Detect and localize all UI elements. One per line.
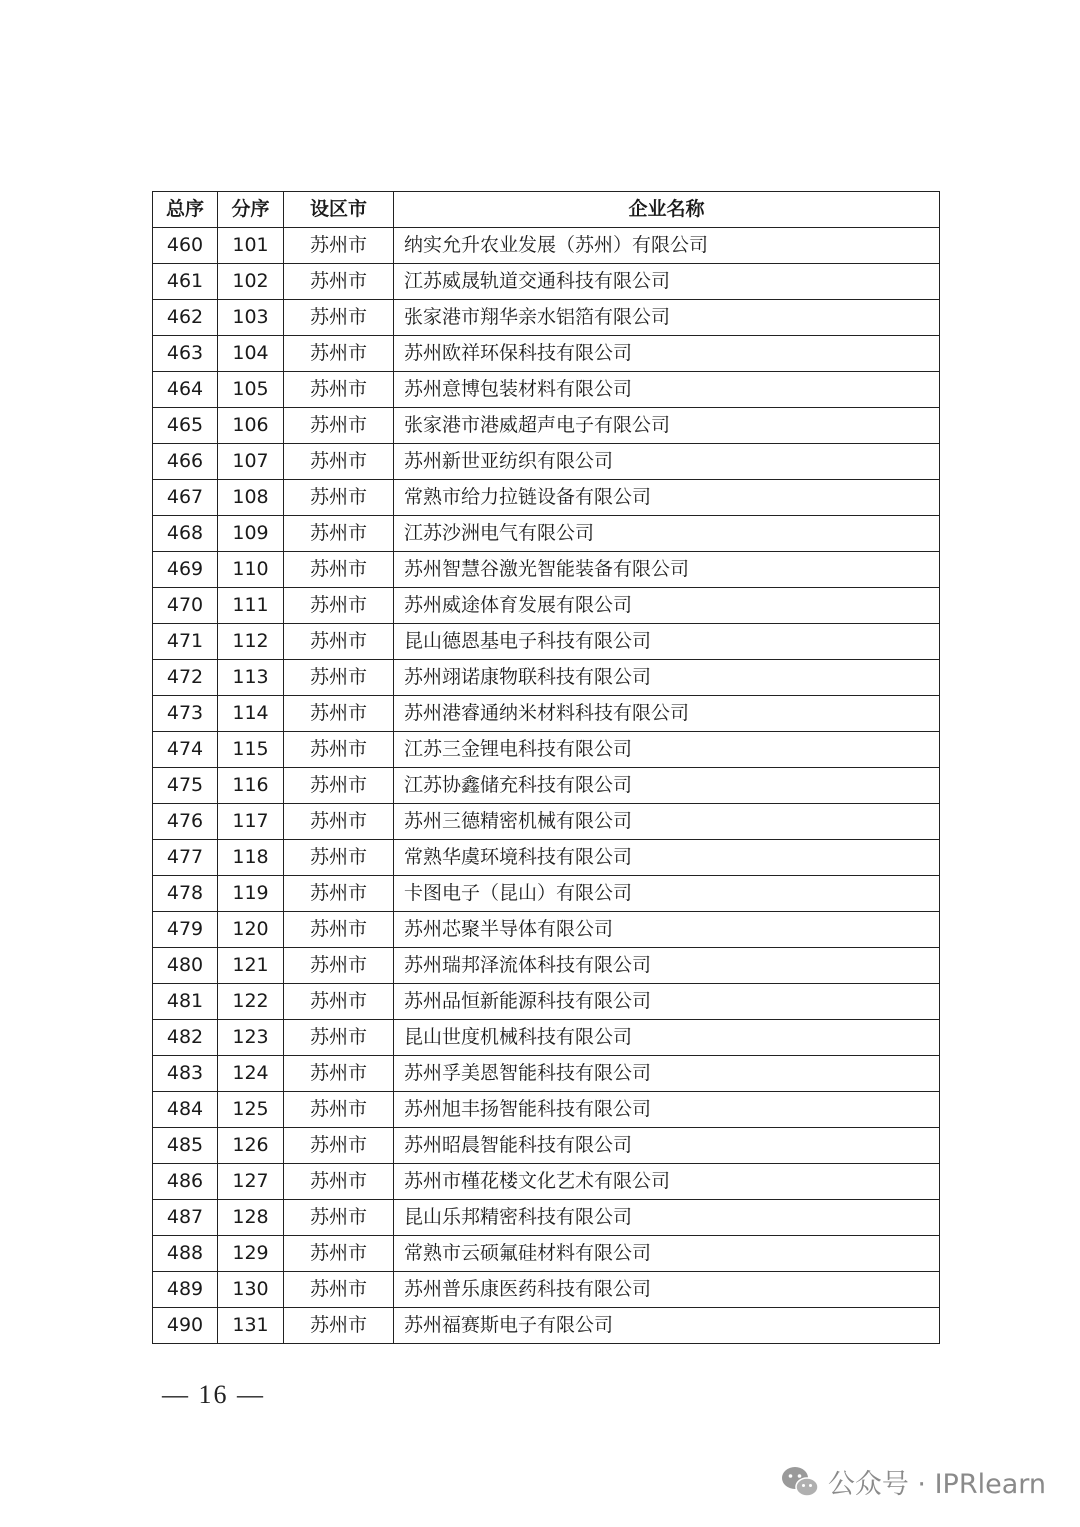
cell-sub-index: 108 xyxy=(218,480,284,516)
cell-company-name: 常熟市云硕氟硅材料有限公司 xyxy=(394,1236,940,1272)
cell-total-index: 488 xyxy=(153,1236,218,1272)
table-row xyxy=(153,516,940,552)
table-row xyxy=(153,876,940,912)
cell-sub-index: 114 xyxy=(218,696,284,732)
cell-company-name: 苏州普乐康医药科技有限公司 xyxy=(394,1272,940,1308)
table-row xyxy=(153,228,940,264)
cell-city: 苏州市 xyxy=(284,840,394,876)
cell-city: 苏州市 xyxy=(284,516,394,552)
cell-city: 苏州市 xyxy=(284,696,394,732)
table-row xyxy=(153,444,940,480)
table-row xyxy=(153,1308,940,1344)
cell-sub-index: 116 xyxy=(218,768,284,804)
cell-total-index: 477 xyxy=(153,840,218,876)
cell-sub-index: 119 xyxy=(218,876,284,912)
cell-total-index: 471 xyxy=(153,624,218,660)
cell-company-name: 苏州欧祥环保科技有限公司 xyxy=(394,336,940,372)
cell-sub-index: 125 xyxy=(218,1092,284,1128)
cell-sub-index: 111 xyxy=(218,588,284,624)
table-row xyxy=(153,1056,940,1092)
cell-total-index: 464 xyxy=(153,372,218,408)
cell-city: 苏州市 xyxy=(284,984,394,1020)
cell-sub-index: 130 xyxy=(218,1272,284,1308)
cell-sub-index: 120 xyxy=(218,912,284,948)
cell-sub-index: 124 xyxy=(218,1056,284,1092)
table-row xyxy=(153,984,940,1020)
cell-company-name: 苏州市槿花楼文化艺术有限公司 xyxy=(394,1164,940,1200)
cell-sub-index: 128 xyxy=(218,1200,284,1236)
cell-total-index: 467 xyxy=(153,480,218,516)
cell-total-index: 482 xyxy=(153,1020,218,1056)
cell-total-index: 460 xyxy=(153,228,218,264)
table-row xyxy=(153,264,940,300)
cell-total-index: 487 xyxy=(153,1200,218,1236)
cell-city: 苏州市 xyxy=(284,1128,394,1164)
cell-company-name: 张家港市港威超声电子有限公司 xyxy=(394,408,940,444)
cell-total-index: 476 xyxy=(153,804,218,840)
cell-sub-index: 122 xyxy=(218,984,284,1020)
cell-sub-index: 131 xyxy=(218,1308,284,1344)
table-row xyxy=(153,336,940,372)
cell-city: 苏州市 xyxy=(284,1200,394,1236)
cell-total-index: 473 xyxy=(153,696,218,732)
cell-sub-index: 129 xyxy=(218,1236,284,1272)
cell-city: 苏州市 xyxy=(284,408,394,444)
cell-city: 苏州市 xyxy=(284,264,394,300)
cell-company-name: 苏州芯聚半导体有限公司 xyxy=(394,912,940,948)
cell-company-name: 昆山乐邦精密科技有限公司 xyxy=(394,1200,940,1236)
cell-total-index: 480 xyxy=(153,948,218,984)
cell-city: 苏州市 xyxy=(284,552,394,588)
table-row xyxy=(153,1164,940,1200)
cell-sub-index: 109 xyxy=(218,516,284,552)
cell-company-name: 张家港市翔华亲水铝箔有限公司 xyxy=(394,300,940,336)
page-number: — 16 — xyxy=(162,1380,265,1409)
cell-sub-index: 126 xyxy=(218,1128,284,1164)
table-row xyxy=(153,1272,940,1308)
header-company-name: 企业名称 xyxy=(394,192,940,228)
cell-company-name: 苏州威途体育发展有限公司 xyxy=(394,588,940,624)
cell-company-name: 江苏沙洲电气有限公司 xyxy=(394,516,940,552)
cell-total-index: 478 xyxy=(153,876,218,912)
cell-sub-index: 103 xyxy=(218,300,284,336)
cell-sub-index: 101 xyxy=(218,228,284,264)
table-body xyxy=(153,228,940,1344)
cell-total-index: 469 xyxy=(153,552,218,588)
cell-city: 苏州市 xyxy=(284,1164,394,1200)
cell-company-name: 昆山世度机械科技有限公司 xyxy=(394,1020,940,1056)
table-row xyxy=(153,480,940,516)
cell-city: 苏州市 xyxy=(284,372,394,408)
cell-company-name: 苏州福赛斯电子有限公司 xyxy=(394,1308,940,1344)
cell-total-index: 474 xyxy=(153,732,218,768)
header-sub-index: 分序 xyxy=(218,192,284,228)
cell-company-name: 苏州品恒新能源科技有限公司 xyxy=(394,984,940,1020)
cell-total-index: 490 xyxy=(153,1308,218,1344)
cell-company-name: 苏州旭丰扬智能科技有限公司 xyxy=(394,1092,940,1128)
cell-company-name: 江苏协鑫储充科技有限公司 xyxy=(394,768,940,804)
cell-city: 苏州市 xyxy=(284,300,394,336)
cell-city: 苏州市 xyxy=(284,480,394,516)
cell-sub-index: 123 xyxy=(218,1020,284,1056)
cell-sub-index: 106 xyxy=(218,408,284,444)
table-row xyxy=(153,768,940,804)
table-row xyxy=(153,552,940,588)
table-row xyxy=(153,1200,940,1236)
table-row xyxy=(153,696,940,732)
table-header-row xyxy=(153,192,940,228)
cell-sub-index: 121 xyxy=(218,948,284,984)
table-row xyxy=(153,1236,940,1272)
header-city: 设区市 xyxy=(284,192,394,228)
cell-company-name: 苏州昭晨智能科技有限公司 xyxy=(394,1128,940,1164)
cell-total-index: 468 xyxy=(153,516,218,552)
cell-city: 苏州市 xyxy=(284,768,394,804)
cell-total-index: 489 xyxy=(153,1272,218,1308)
cell-total-index: 465 xyxy=(153,408,218,444)
cell-total-index: 475 xyxy=(153,768,218,804)
company-list xyxy=(152,191,939,1344)
cell-sub-index: 112 xyxy=(218,624,284,660)
cell-total-index: 484 xyxy=(153,1092,218,1128)
cell-sub-index: 127 xyxy=(218,1164,284,1200)
cell-city: 苏州市 xyxy=(284,1272,394,1308)
cell-city: 苏州市 xyxy=(284,804,394,840)
cell-total-index: 481 xyxy=(153,984,218,1020)
table-row xyxy=(153,804,940,840)
cell-company-name: 苏州三德精密机械有限公司 xyxy=(394,804,940,840)
cell-company-name: 苏州孚美恩智能科技有限公司 xyxy=(394,1056,940,1092)
table-row xyxy=(153,660,940,696)
cell-city: 苏州市 xyxy=(284,1236,394,1272)
cell-sub-index: 104 xyxy=(218,336,284,372)
cell-company-name: 苏州翊诺康物联科技有限公司 xyxy=(394,660,940,696)
cell-sub-index: 118 xyxy=(218,840,284,876)
cell-city: 苏州市 xyxy=(284,912,394,948)
cell-company-name: 常熟华虞环境科技有限公司 xyxy=(394,840,940,876)
cell-sub-index: 105 xyxy=(218,372,284,408)
cell-total-index: 466 xyxy=(153,444,218,480)
cell-sub-index: 110 xyxy=(218,552,284,588)
table-row xyxy=(153,588,940,624)
cell-company-name: 苏州港睿通纳米材料科技有限公司 xyxy=(394,696,940,732)
table-row xyxy=(153,1092,940,1128)
wechat-icon xyxy=(780,1465,820,1499)
cell-city: 苏州市 xyxy=(284,1092,394,1128)
cell-total-index: 462 xyxy=(153,300,218,336)
table-row xyxy=(153,840,940,876)
cell-company-name: 苏州瑞邦泽流体科技有限公司 xyxy=(394,948,940,984)
cell-city: 苏州市 xyxy=(284,1308,394,1344)
cell-sub-index: 102 xyxy=(218,264,284,300)
cell-total-index: 472 xyxy=(153,660,218,696)
cell-company-name: 昆山德恩基电子科技有限公司 xyxy=(394,624,940,660)
cell-city: 苏州市 xyxy=(284,1056,394,1092)
table-row xyxy=(153,948,940,984)
cell-sub-index: 107 xyxy=(218,444,284,480)
cell-company-name: 江苏威晟轨道交通科技有限公司 xyxy=(394,264,940,300)
table-row xyxy=(153,372,940,408)
table-row xyxy=(153,1128,940,1164)
cell-city: 苏州市 xyxy=(284,732,394,768)
cell-total-index: 461 xyxy=(153,264,218,300)
cell-total-index: 479 xyxy=(153,912,218,948)
table-row xyxy=(153,732,940,768)
cell-total-index: 486 xyxy=(153,1164,218,1200)
cell-company-name: 卡图电子（昆山）有限公司 xyxy=(394,876,940,912)
cell-company-name: 苏州智慧谷激光智能装备有限公司 xyxy=(394,552,940,588)
cell-city: 苏州市 xyxy=(284,336,394,372)
cell-company-name: 纳实允升农业发展（苏州）有限公司 xyxy=(394,228,940,264)
cell-total-index: 485 xyxy=(153,1128,218,1164)
cell-company-name: 苏州意博包装材料有限公司 xyxy=(394,372,940,408)
cell-city: 苏州市 xyxy=(284,588,394,624)
cell-total-index: 483 xyxy=(153,1056,218,1092)
table-row xyxy=(153,408,940,444)
table-row xyxy=(153,624,940,660)
watermark xyxy=(780,1462,1046,1501)
cell-company-name: 常熟市给力拉链设备有限公司 xyxy=(394,480,940,516)
cell-company-name: 江苏三金锂电科技有限公司 xyxy=(394,732,940,768)
company-table xyxy=(152,191,940,1344)
table-row xyxy=(153,1020,940,1056)
cell-total-index: 463 xyxy=(153,336,218,372)
cell-city: 苏州市 xyxy=(284,876,394,912)
cell-city: 苏州市 xyxy=(284,1020,394,1056)
cell-city: 苏州市 xyxy=(284,948,394,984)
header-total-index: 总序 xyxy=(153,192,218,228)
watermark-text: 公众号 · IPRlearn xyxy=(827,1469,1046,1500)
cell-city: 苏州市 xyxy=(284,444,394,480)
cell-sub-index: 115 xyxy=(218,732,284,768)
table-row xyxy=(153,912,940,948)
cell-sub-index: 113 xyxy=(218,660,284,696)
cell-city: 苏州市 xyxy=(284,228,394,264)
cell-total-index: 470 xyxy=(153,588,218,624)
cell-sub-index: 117 xyxy=(218,804,284,840)
cell-city: 苏州市 xyxy=(284,660,394,696)
cell-city: 苏州市 xyxy=(284,624,394,660)
table-row xyxy=(153,300,940,336)
cell-company-name: 苏州新世亚纺织有限公司 xyxy=(394,444,940,480)
